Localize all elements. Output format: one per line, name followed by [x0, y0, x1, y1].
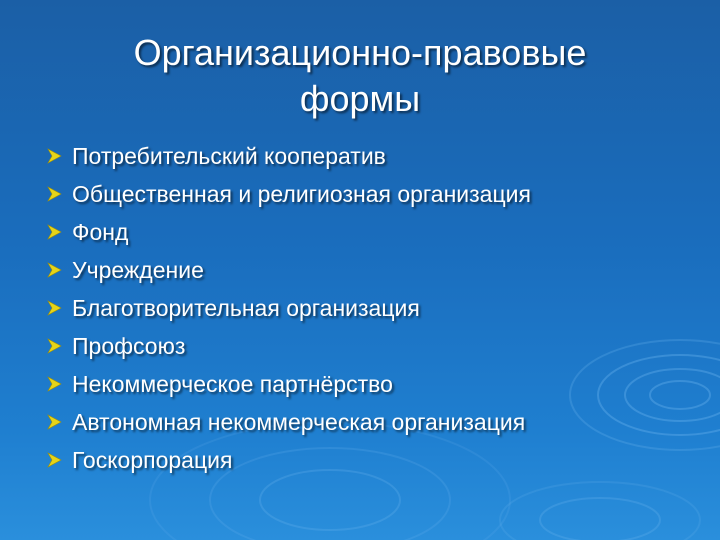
arrowhead-bullet-icon — [46, 262, 62, 278]
list-item — [46, 251, 531, 289]
arrowhead-bullet-icon — [46, 186, 62, 202]
arrowhead-bullet-icon — [46, 338, 62, 354]
list-item — [46, 441, 531, 479]
arrowhead-bullet-icon — [46, 224, 62, 240]
list-item-label: Некоммерческое партнёрство — [72, 371, 393, 397]
list-item-label: Автономная некоммерческая организация — [72, 409, 526, 435]
list-item — [46, 137, 531, 175]
list-item — [46, 213, 531, 251]
list-item-label: Общественная и религиозная организация — [72, 181, 531, 207]
list-item — [46, 289, 531, 327]
bullet-list — [46, 137, 531, 479]
list-item — [46, 403, 531, 441]
list-item — [46, 175, 531, 213]
list-item-label: Благотворительная организация — [72, 295, 420, 321]
arrowhead-bullet-icon — [46, 148, 62, 164]
list-item-label: Фонд — [72, 219, 129, 245]
slide-title — [0, 30, 720, 122]
list-item — [46, 327, 531, 365]
arrowhead-bullet-icon — [46, 376, 62, 392]
list-item-label: Потребительский кооператив — [72, 143, 386, 169]
arrowhead-bullet-icon — [46, 452, 62, 468]
list-item-label: Госкорпорация — [72, 447, 233, 473]
title-line-2: формы — [299, 78, 421, 119]
list-item-label: Учреждение — [72, 257, 204, 283]
list-item — [46, 365, 531, 403]
title-line-1: Организационно-правовые — [133, 32, 587, 73]
arrowhead-bullet-icon — [46, 414, 62, 430]
arrowhead-bullet-icon — [46, 300, 62, 316]
list-item-label: Профсоюз — [72, 333, 186, 359]
